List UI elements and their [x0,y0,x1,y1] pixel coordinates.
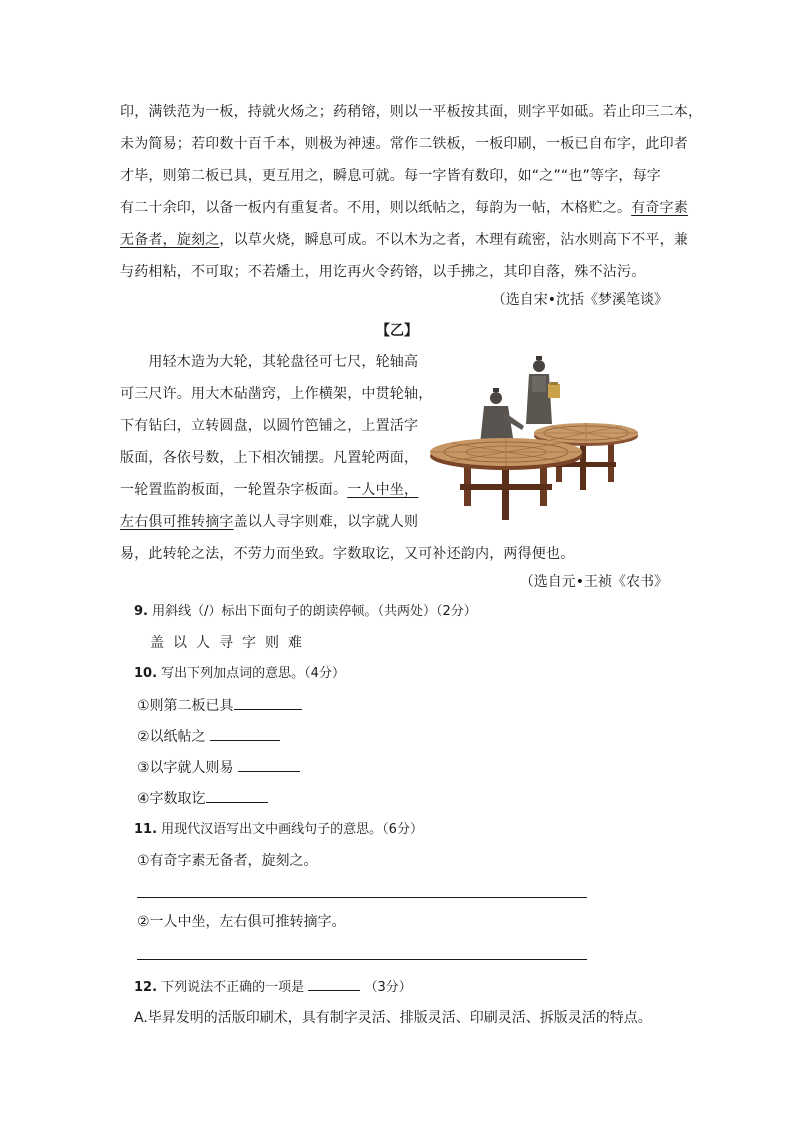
question-9-number: 9. [134,604,148,619]
passage-b-line-5-text: 一轮置监韵板面，一轮置杂字板面。 [120,482,348,498]
question-10-text: 写出下列加点词的意思。（4分） [161,666,345,681]
passage-b-line-1: 用轻木造为大轮，其轮盘径可七尺，轮轴高 [120,354,419,370]
question-12-text: 下列说法不正确的一项是 [161,980,305,995]
question-10-item-1-text: ①则第二板已具 [137,698,234,714]
question-9-sentence: 盖以人寻字则难 [150,635,311,651]
seated-figure [480,388,524,444]
question-10-item-2-text: ②以纸帖之 [137,729,206,745]
question-9-text: 用斜线（/）标出下面句子的朗读停顿。（共两处）（2分） [152,604,477,619]
question-10-item-4-text: ④字数取讫 [137,791,206,807]
underlined-sentence-1-part-1: 有奇字素 [631,200,689,216]
passage-a-line-5-text: ，以草火烧，瞬息可成。不以木为之者，木理有疏密，沾水则高下不平，兼 [219,232,689,248]
standing-figure [526,356,560,424]
question-11-item-2: ②一人中坐，左右俱可推转摘字。 [137,914,346,930]
passage-b-line-7: 易，此转轮之法，不劳力而坐致。字数取讫，又可补还韵内，两得便也。 [120,546,575,562]
passage-b-line-6 [120,512,418,532]
passage-a-source: （选自宋•沈括《梦溪笔谈》 [491,292,668,308]
passage-a-line-4-text: 有二十余印，以备一板内有重复者。不用，则以纸帖之，每韵为一帖，木格贮之。 [120,200,632,216]
question-12-points: （3分） [364,980,412,995]
question-10 [134,664,345,684]
question-10-item-2 [137,726,280,747]
rotating-type-wheel-illustration [428,352,640,522]
answer-line-11-2[interactable] [137,959,587,960]
passage-b-line-4: 版面，各依号数，上下相次铺摆。凡置轮两面， [120,450,419,466]
passage-b-line-3: 下有钻臼，立转圆盘，以圆竹笆铺之，上置活字 [120,418,419,434]
question-12-option-a: A.毕昇发明的活版印刷术，具有制字灵活、排版灵活、印刷灵活、拆版灵活的特点。 [134,1010,652,1026]
passage-b-line-6-text: 盖以人寻字则难，以字就人则 [233,514,419,530]
underlined-sentence-2-part-2: 左右俱可推转摘字 [120,514,234,530]
question-12 [134,976,412,998]
underlined-sentence-1-part-2: 无备者，旋刻之 [120,232,220,248]
answer-blank-10-1[interactable] [234,695,302,710]
passage-b-source: （选自元•王祯《农书》 [519,574,668,590]
question-10-item-3-text: ③以字就人则易 [137,760,234,776]
answer-blank-10-3[interactable] [238,757,300,772]
passage-a-line-2: 未为简易；若印数十百千本，则极为神速。常作二铁板，一板印刷，一板已自布字，此印者 [120,136,688,152]
question-11-text: 用现代汉语写出文中画线句子的意思。（6分） [161,822,423,837]
passage-a-line-6: 与药相粘，不可取；不若燔土，用讫再火令药镕，以手拂之，其印自落，殊不沾污。 [120,264,646,280]
passage-a-line-4 [120,198,688,218]
question-11-item-1: ①有奇字素无备者，旋刻之。 [137,853,318,869]
answer-blank-12[interactable] [308,976,360,991]
passage-a-line-1: 印，满铁范为一板，持就火炀之；药稍镕，则以一平板按其面，则字平如砥。若止印三二本， [120,104,703,120]
passage-a-line-5 [120,230,688,250]
question-10-number: 10. [134,666,158,681]
underlined-sentence-2-part-1: 一人中坐， [347,482,419,498]
question-12-number: 12. [134,980,158,995]
answer-blank-10-4[interactable] [206,788,268,803]
question-10-item-3 [137,757,300,778]
question-11-number: 11. [134,822,158,837]
answer-line-11-1[interactable] [137,897,587,898]
passage-b-heading: 【乙】 [376,323,418,339]
passage-a-line-3: 才毕，则第二板已具，更互用之，瞬息可就。每一字皆有数印，如“之”“也”等字，每字 [120,168,662,184]
passage-b-line-5 [120,480,418,500]
question-10-item-1 [137,695,302,716]
passage-b-line-2: 可三尺许。用大木砧凿窍，上作横架，中贯轮轴， [120,386,433,402]
question-10-item-4 [137,788,268,809]
question-11 [134,820,423,840]
question-9 [134,602,477,622]
answer-blank-10-2[interactable] [210,726,280,741]
